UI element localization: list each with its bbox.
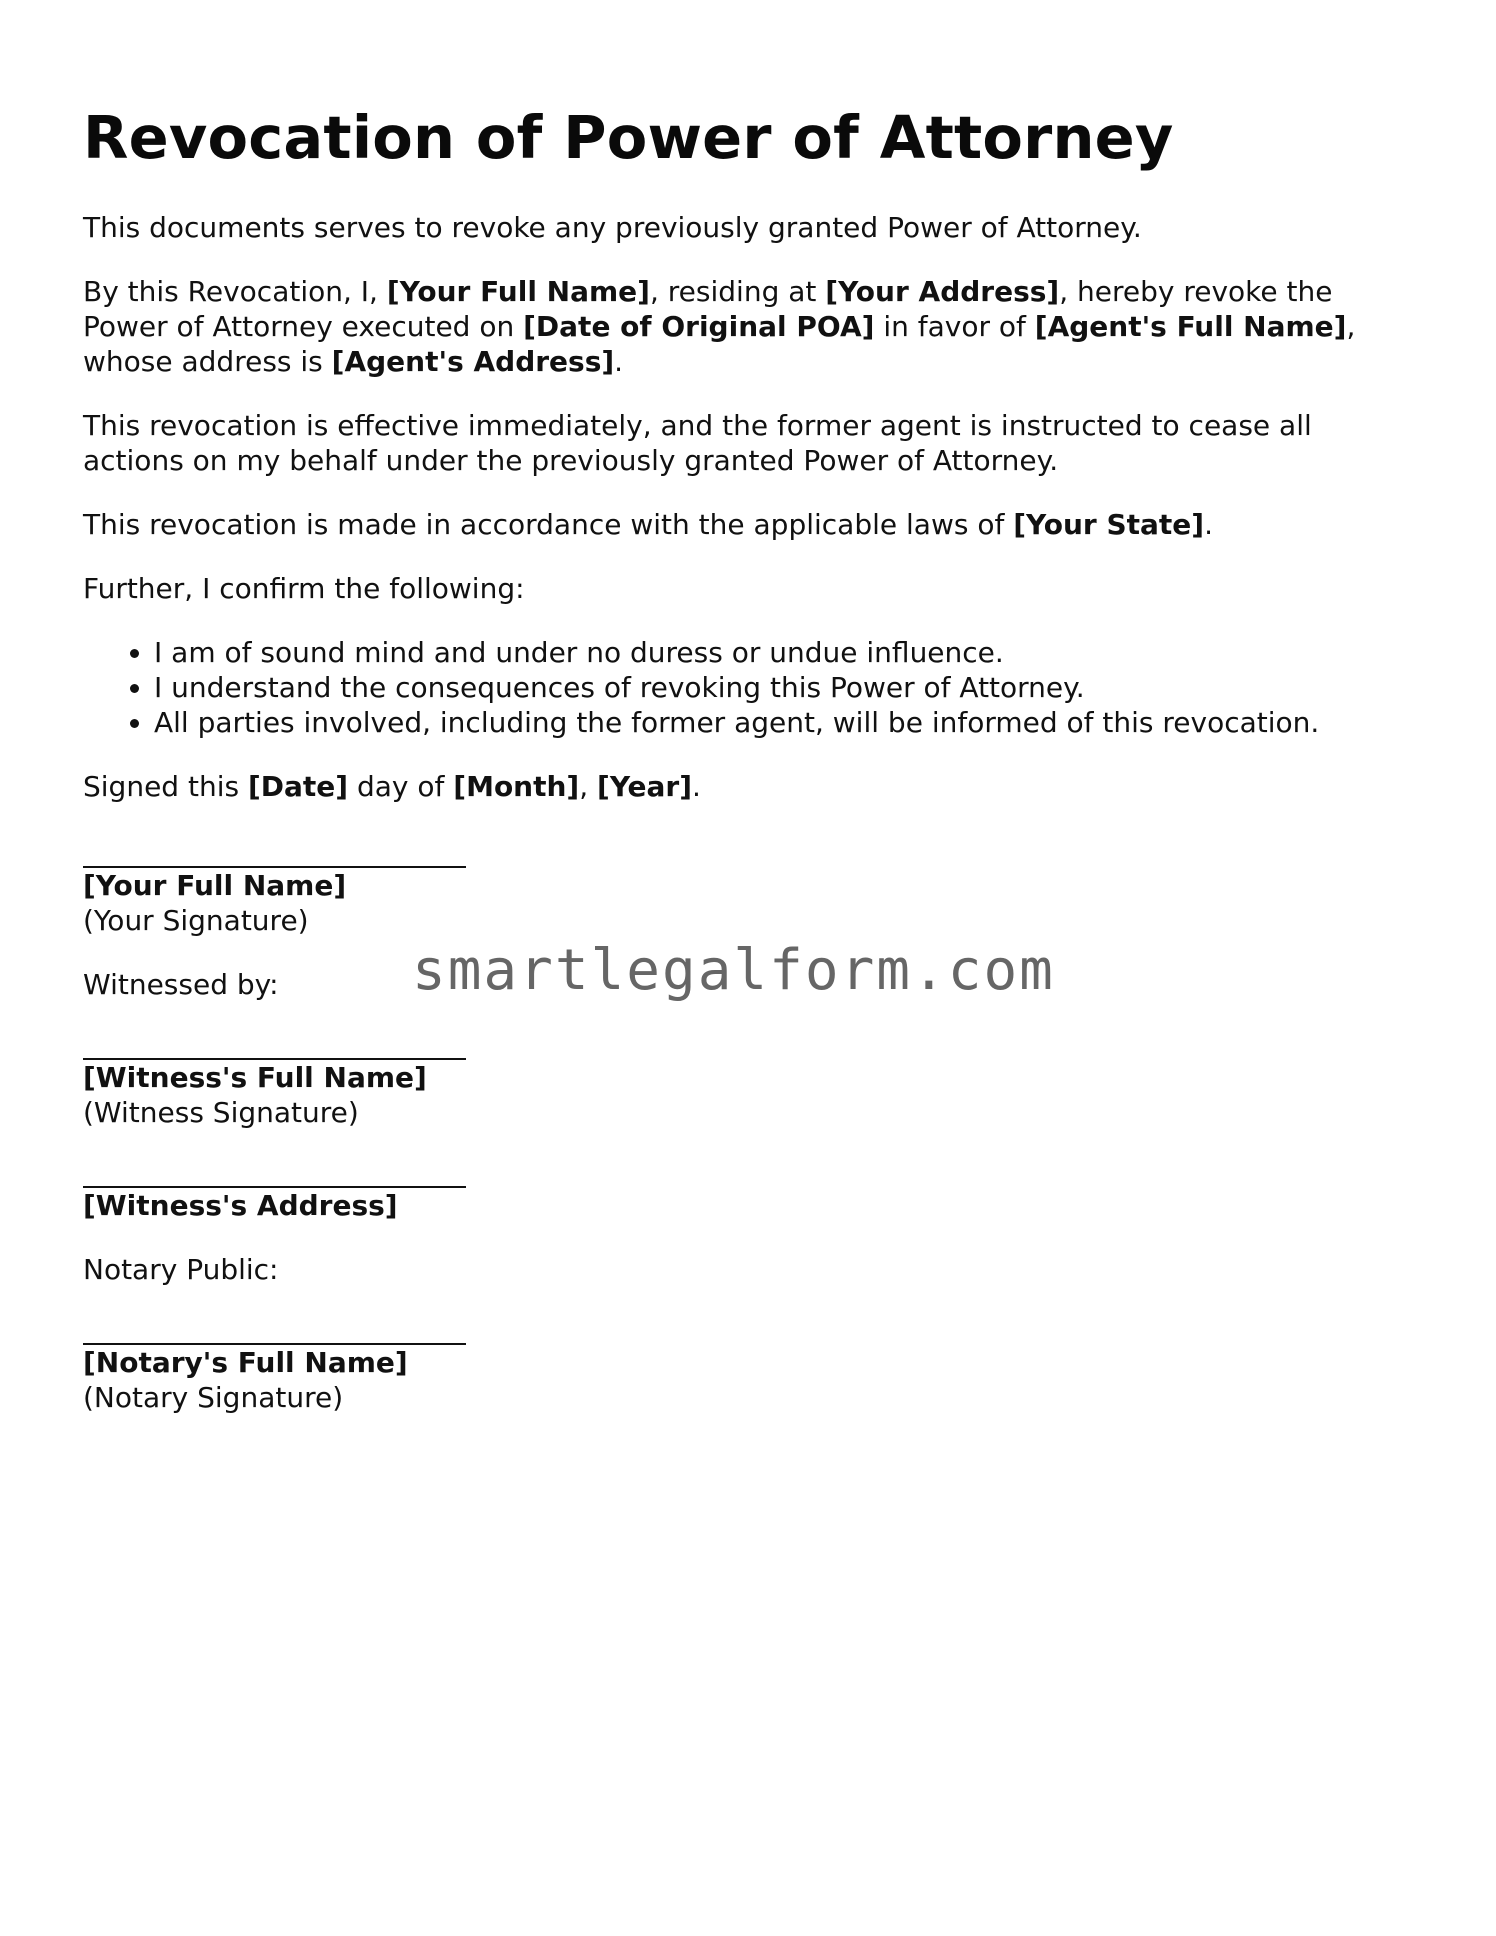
signature-line xyxy=(83,1025,466,1060)
date-placeholder: [Date] xyxy=(247,770,349,803)
list-item: • I understand the consequences of revoking this Power of Attorney. xyxy=(154,670,1413,705)
notary-signature-label: (Notary Signature) xyxy=(83,1381,344,1414)
witness-address-block xyxy=(83,1153,1413,1223)
effective-paragraph: This revocation is effective immediately, and the former agent is instructed to cease all actions on my behalf under the previously granted Power of Attorney. xyxy=(83,409,1312,477)
laws-paragraph: This revocation is made in accordance with the applicable laws of [Your State]. xyxy=(83,508,1213,541)
signature-line xyxy=(83,1310,466,1345)
intro-paragraph: This documents serves to revoke any previously granted Power of Attorney. xyxy=(83,211,1142,244)
document-title: Revocation of Power of Attorney xyxy=(83,103,1174,172)
signer-signature-block xyxy=(83,833,1413,938)
signature-line xyxy=(83,833,466,868)
confirmation-list xyxy=(83,635,1413,740)
your-full-name-placeholder: [Your Full Name] xyxy=(386,275,650,308)
signature-line xyxy=(83,1153,466,1188)
original-poa-date-placeholder: [Date of Original POA] xyxy=(523,310,875,343)
watermark: smartlegalform.com xyxy=(412,938,1055,1003)
document-page xyxy=(83,100,1413,1415)
signer-signature-label: (Your Signature) xyxy=(83,904,309,937)
signer-name: [Your Full Name] xyxy=(83,869,347,902)
list-item: • All parties involved, including the former agent, will be informed of this revocation. xyxy=(154,705,1413,740)
month-placeholder: [Month] xyxy=(453,770,580,803)
witness-signature-label: (Witness Signature) xyxy=(83,1096,359,1129)
witness-name: [Witness's Full Name] xyxy=(83,1061,427,1094)
witnessed-by-label: Witnessed by: xyxy=(83,968,279,1001)
revocation-paragraph: By this Revocation, I, [Your Full Name], residing at [Your Address], hereby revoke the Power of Attorney executed on [Date of Original POA] in favor of [Agent's Full Name], whose address is [Agent's Address]. xyxy=(83,275,1356,378)
notary-signature-block xyxy=(83,1310,1413,1415)
notary-public-label: Notary Public: xyxy=(83,1253,279,1286)
witness-address: [Witness's Address] xyxy=(83,1189,398,1222)
witness-signature-block xyxy=(83,1025,1413,1130)
notary-name: [Notary's Full Name] xyxy=(83,1346,408,1379)
signed-date-line: Signed this [Date] day of [Month], [Year]. xyxy=(83,770,701,803)
your-state-placeholder: [Your State] xyxy=(1013,508,1205,541)
agent-full-name-placeholder: [Agent's Full Name] xyxy=(1034,310,1347,343)
year-placeholder: [Year] xyxy=(597,770,693,803)
your-address-placeholder: [Your Address] xyxy=(825,275,1060,308)
list-item: • I am of sound mind and under no duress or undue influence. xyxy=(154,635,1413,670)
confirm-intro: Further, I confirm the following: xyxy=(83,572,525,605)
agent-address-placeholder: [Agent's Address] xyxy=(331,345,615,378)
